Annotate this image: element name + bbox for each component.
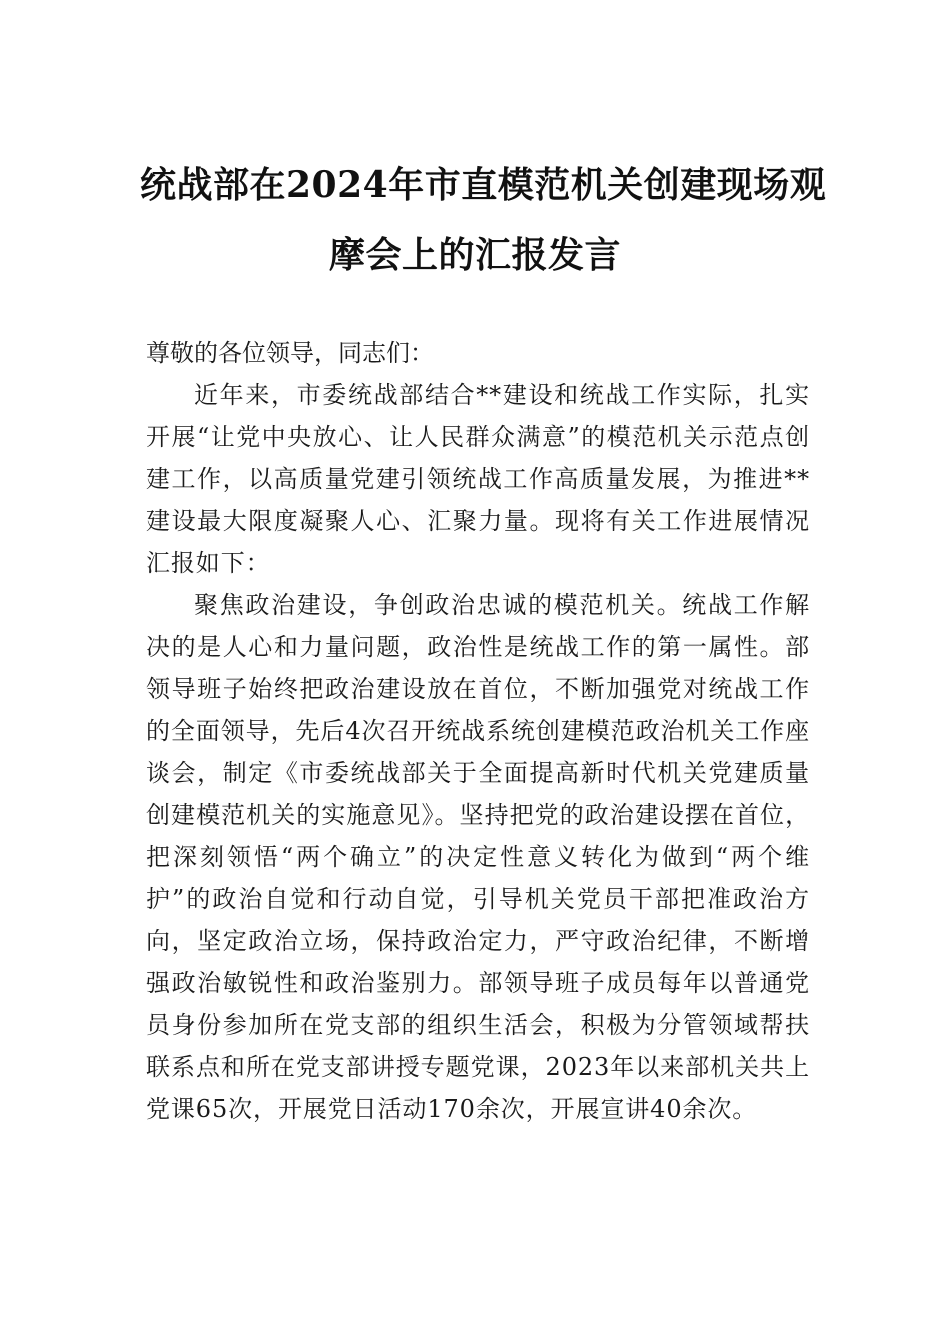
paragraph-introduction: 近年来，市委统战部结合**建设和统战工作实际，扎实开展“让党中央放心、让人民群众满意”的模范机关示范点创建工作，以高质量党建引领统战工作高质量发展，为推进**建设最大限度凝聚人心、汇聚力量。现将有关工作进展情况汇报如下： xyxy=(146,381,810,577)
salutation: 尊敬的各位领导，同志们： xyxy=(146,339,434,367)
paragraph-political-construction: 聚焦政治建设，争创政治忠诚的模范机关。统战工作解决的是人心和力量问题，政治性是统战工作的第一属性。部领导班子始终把政治建设放在首位，不断加强党对统战工作的全面领导，先后4次召开统战系统创建模范政治机关工作座谈会，制定《市委统战部关于全面提高新时代机关党建质量创建模范机关的实施意见》。坚持把党的政治建设摆在首位，把深刻领悟“两个确立”的决定性意义转化为做到“两个维护”的政治自觉和行动自觉，引导机关党员干部把准政治方向，坚定政治立场，保持政治定力，严守政治纪律，不断增强政治敏锐性和政治鉴别力。部领导班子成员每年以普通党员身份参加所在党支部的组织生活会，积极为分管领域帮扶联系点和所在党支部讲授专题党课，2023年以来部机关共上党课65次，开展党日活动170余次，开展宣讲40余次。 xyxy=(146,591,810,1123)
document-title-line-2: 摩会上的汇报发言 xyxy=(328,234,621,276)
document-title xyxy=(140,150,827,290)
document-body xyxy=(146,332,810,1130)
document-title-line-1: 统战部在2024年市直模范机关创建现场观 xyxy=(140,164,827,206)
